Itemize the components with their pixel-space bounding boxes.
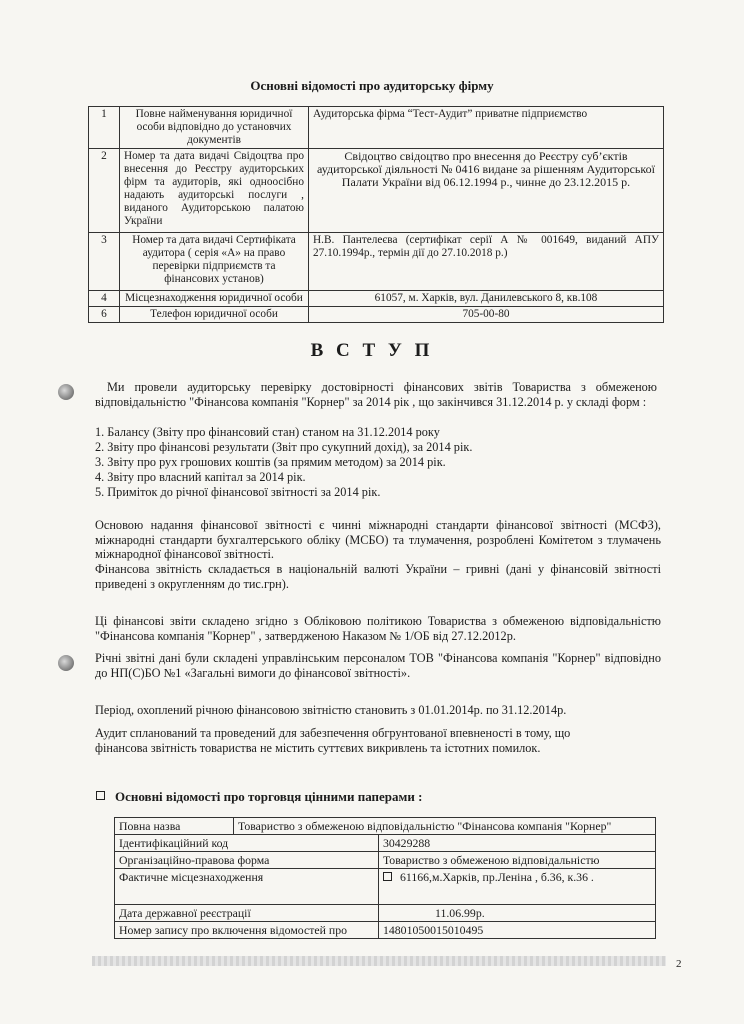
table-row bbox=[115, 869, 656, 905]
currency-paragraph: Фінансова звітність складається в національній валюті України – гривні (дані у фінансовій звітності приведені з округленням до тис.грн). bbox=[95, 562, 661, 591]
list-item: 5. Приміток до річної фінансової звітності за 2014 рік. bbox=[95, 485, 381, 499]
full-name-value: Товариство з обмеженою відповідальністю "Фінансова компанія "Корнер" bbox=[234, 818, 656, 835]
row-label: Повне найменування юридичної особи відповідно до установчих документів bbox=[120, 107, 309, 149]
period-paragraph: Період, охоплений річною фінансовою звітністю становить з 01.01.2014р. по 31.12.2014р. bbox=[95, 703, 567, 717]
registration-date-label: Дата державної реєстрації bbox=[115, 905, 379, 922]
row-label: Телефон юридичної особи bbox=[120, 307, 309, 323]
table-row bbox=[89, 107, 664, 149]
row-label: Номер та дата видачі Свідоцтва про внесення до Реєстру аудиторських фірм та аудиторів, які одноосібно надають аудиторські послуги , виданого Аудиторською палатою України bbox=[120, 149, 309, 233]
checkbox-icon bbox=[383, 872, 392, 881]
punch-hole-icon bbox=[58, 655, 74, 671]
trader-heading-text: Основні відомості про торговця цінними паперами : bbox=[115, 789, 423, 804]
record-number-value: 14801050015010495 bbox=[378, 922, 655, 939]
intro-paragraph: Ми провели аудиторську перевірку достовірності фінансових звітів Товариства з обмеженою відповідальністю "Фінансова компанія "Корнер" за 2014 рік , що закінчився 31.12.2014 р. у складі форм : bbox=[95, 380, 657, 409]
table-row bbox=[115, 852, 656, 869]
list-item: 2. Звіту про фінансові результати (Звіт про сукупний дохід), за 2014 рік. bbox=[95, 440, 473, 454]
row-number: 2 bbox=[89, 149, 120, 233]
row-label: Номер та дата видачі Сертифіката аудитора ( серія «А» на право перевірки підприємств та фінансових установ) bbox=[120, 233, 309, 291]
intro-title: В С Т У П bbox=[310, 340, 434, 361]
policy-paragraph: Ці фінансові звіти складено згідно з Обліковою політикою Товариства з обмеженою відповідальністю "Фінансова компанія "Корнер" , затвердженою Наказом № 1/ОБ від 27.12.2012р. bbox=[95, 614, 661, 643]
punch-hole-icon bbox=[58, 384, 74, 400]
table-row bbox=[115, 922, 656, 939]
row-value: Свідоцтво свідоцтво про внесення до Реєстру суб’єктів аудиторської діяльності № 0416 видане за рішенням Аудиторської Палати України від 06.12.1994 р., чинне до 23.12.2015 р. bbox=[309, 149, 664, 233]
row-number: 1 bbox=[89, 107, 120, 149]
audit-firm-heading: Основні відомості про аудиторську фірму bbox=[250, 78, 494, 93]
table-row bbox=[89, 307, 664, 323]
row-number: 3 bbox=[89, 233, 120, 291]
table-row bbox=[115, 818, 656, 835]
trader-heading bbox=[96, 789, 422, 805]
row-value: Аудиторська фірма “Тест-Аудит” приватне підприємство bbox=[309, 107, 664, 149]
row-number: 4 bbox=[89, 291, 120, 307]
row-value: 61057, м. Харків, вул. Данилевського 8, кв.108 bbox=[309, 291, 664, 307]
audit-firm-table bbox=[88, 106, 664, 323]
row-value: Н.В. Пантелеєва (сертифікат серії А № 001649, виданий АПУ 27.10.1994р., термін дії до 27.10.2018 р.) bbox=[309, 233, 664, 291]
location-value: 61166,м.Харків, пр.Леніна , б.36, к.36 . bbox=[399, 870, 594, 884]
scan-footer-band bbox=[92, 956, 666, 966]
row-label: Місцезнаходження юридичної особи bbox=[120, 291, 309, 307]
list-item: 4. Звіту про власний капітал за 2014 рік. bbox=[95, 470, 306, 484]
list-item: 1. Балансу (Звіту про фінансовий стан) станом на 31.12.2014 року bbox=[95, 425, 440, 439]
full-name-label: Повна назва bbox=[115, 818, 234, 835]
trader-table bbox=[114, 817, 656, 939]
registration-date-value: 11.06.99р. bbox=[378, 905, 655, 922]
annual-data-paragraph: Річні звітні дані були складені управлінським персоналом ТОВ "Фінансова компанія "Корнер" відповідно до НП(С)БО №1 «Загальні вимоги до фінансової звітності». bbox=[95, 651, 661, 680]
basis-paragraph: Основою надання фінансової звітності є чинні міжнародні стандарти фінансової звітності (МСФЗ), міжнародні стандарти бухгалтерського обліку (МСБО) та тлумачення, розроблені Комітетом з тлумачень міжнародної фінансової звітності. bbox=[95, 518, 661, 561]
location-label: Фактичне місцезнаходження bbox=[115, 869, 379, 905]
legal-form-label: Організаційно-правова форма bbox=[115, 852, 379, 869]
record-number-label: Номер запису про включення відомостей про bbox=[115, 922, 379, 939]
code-value: 30429288 bbox=[378, 835, 655, 852]
row-value: 705-00-80 bbox=[309, 307, 664, 323]
audit-paragraph: Аудит спланований та проведений для забезпечення обгрунтованої впевненості в тому, що фінансова звітність товариства не містить суттєвих викривлень та істотних помилок. bbox=[95, 726, 571, 755]
checkbox-icon bbox=[96, 791, 105, 800]
code-label: Ідентифікаційний код bbox=[115, 835, 379, 852]
location-value-cell bbox=[378, 869, 655, 905]
page-number: 2 bbox=[676, 958, 682, 970]
legal-form-value: Товариство з обмеженою відповідальністю bbox=[378, 852, 655, 869]
forms-list bbox=[95, 425, 655, 500]
table-row bbox=[89, 149, 664, 233]
list-item: 3. Звіту про рух грошових коштів (за прямим методом) за 2014 рік. bbox=[95, 455, 446, 469]
table-row bbox=[89, 233, 664, 291]
table-row bbox=[115, 905, 656, 922]
table-row bbox=[115, 835, 656, 852]
row-number: 6 bbox=[89, 307, 120, 323]
table-row bbox=[89, 291, 664, 307]
